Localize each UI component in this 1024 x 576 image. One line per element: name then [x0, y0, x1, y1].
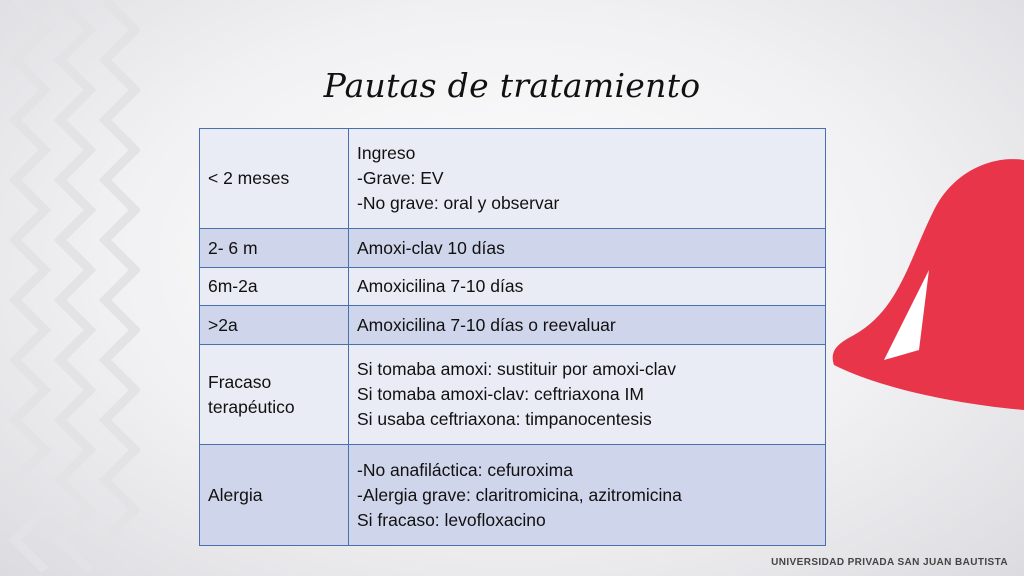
treatment-text: Si usaba ceftriaxona: timpanocentesis	[357, 409, 652, 429]
table-row	[200, 306, 826, 345]
table-row	[200, 345, 826, 445]
age-cell	[200, 306, 349, 345]
treatment-cell	[349, 229, 826, 268]
treatment-cell	[349, 129, 826, 229]
age-text: terapéutico	[208, 396, 295, 417]
age-text: >2a	[208, 314, 238, 335]
treatment-cell	[349, 445, 826, 546]
treatment-text: -Grave: EV	[357, 168, 444, 188]
age-cell	[200, 229, 349, 268]
age-text: < 2 meses	[208, 168, 290, 188]
treatment-text: Amoxicilina 7-10 días o reevaluar	[357, 314, 616, 335]
table-row	[200, 445, 826, 546]
treatment-cell	[349, 306, 826, 345]
treatment-text: Si tomaba amoxi: sustituir por amoxi-clav	[357, 359, 676, 379]
bell-logo-graphic	[814, 150, 1024, 450]
table-row	[200, 229, 826, 268]
treatment-text: -Alergia grave: claritromicina, azitromicina	[357, 484, 682, 505]
age-cell	[200, 345, 349, 445]
age-cell	[200, 129, 349, 229]
age-cell	[200, 268, 349, 306]
treatment-cell	[349, 268, 826, 306]
treatment-text: -No anafiláctica: cefuroxima	[357, 459, 573, 480]
university-footer: UNIVERSIDAD PRIVADA SAN JUAN BAUTISTA	[771, 557, 1008, 568]
treatment-text: Si fracaso: levofloxacino	[357, 509, 546, 530]
slide-title: Pautas de tratamiento	[323, 66, 701, 105]
treatment-text: Si tomaba amoxi-clav: ceftriaxona IM	[357, 384, 644, 404]
treatment-text: Amoxi-clav 10 días	[357, 237, 505, 258]
age-text: Alergia	[208, 484, 263, 505]
table-row	[200, 268, 826, 306]
treatment-cell	[349, 345, 826, 445]
treatment-text: -No grave: oral y observar	[357, 193, 560, 213]
treatment-text: Amoxicilina 7-10 días	[357, 276, 524, 296]
age-text: 6m-2a	[208, 276, 258, 296]
age-text: 2- 6 m	[208, 237, 258, 258]
age-cell	[200, 445, 349, 546]
table-row	[200, 129, 826, 229]
age-text: Fracaso	[208, 371, 272, 392]
treatment-table	[199, 128, 826, 546]
treatment-text: Ingreso	[357, 143, 416, 163]
